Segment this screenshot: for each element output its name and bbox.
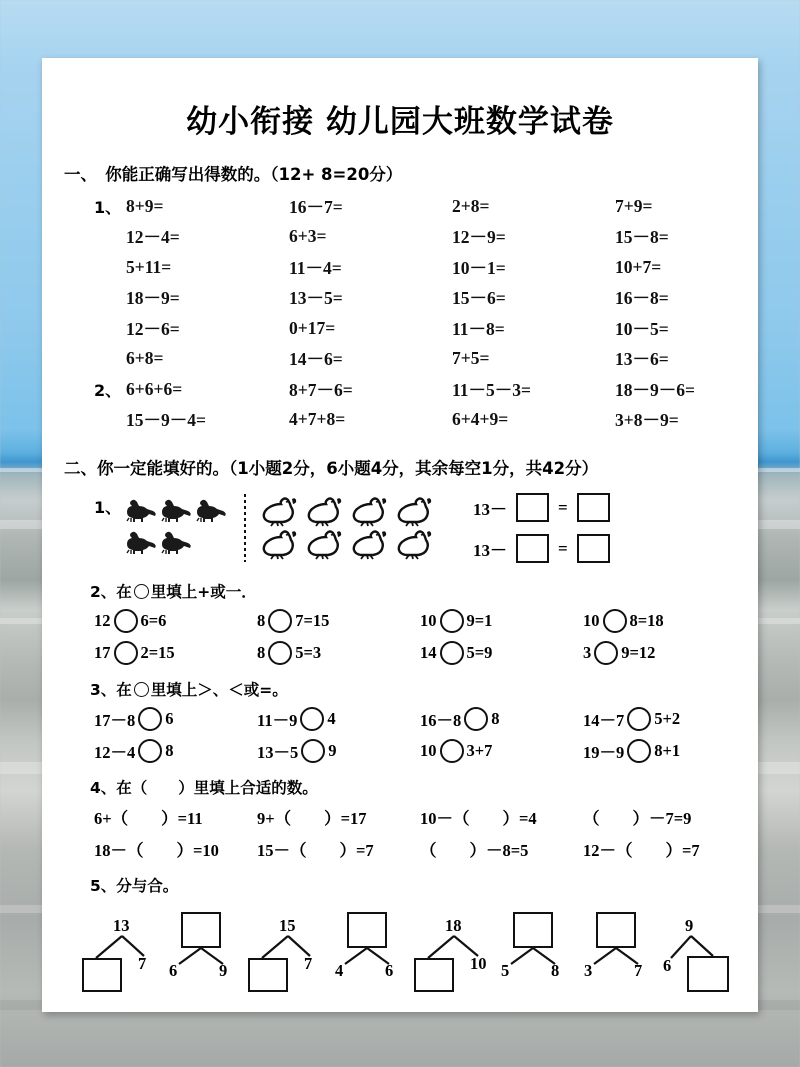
operand-left: 17－8 xyxy=(94,711,136,730)
bond-right-value: 7 xyxy=(138,954,147,973)
calc-item: 6+6+6= xyxy=(126,378,183,399)
paren-fill-row xyxy=(42,833,758,865)
operator-fill-item xyxy=(420,641,583,665)
operand-left: 8 xyxy=(257,611,266,630)
calc-row xyxy=(42,283,758,314)
worksheet-page xyxy=(42,58,758,1012)
calc-item: 5+11= xyxy=(126,256,172,277)
bond-top-value: 15 xyxy=(279,916,296,935)
operator-fill-item xyxy=(94,641,257,665)
calc-item: 10－5= xyxy=(615,318,669,339)
calc-row xyxy=(42,222,758,253)
section-2-question-1 xyxy=(42,485,758,571)
paren-fill-item[interactable]: 12－（ ）=7 xyxy=(583,841,700,860)
operator-fill-item xyxy=(583,609,746,633)
calc-item: 10+7= xyxy=(615,256,662,277)
question-label: 1、 xyxy=(94,498,122,517)
bond-left-value: 6 xyxy=(663,956,672,975)
bond-answer-box[interactable] xyxy=(181,912,221,948)
number-bond xyxy=(663,906,746,998)
number-bond xyxy=(331,906,414,998)
paren-fill-item[interactable]: 10－（ ）=4 xyxy=(420,809,537,828)
light-chicken-icon xyxy=(262,529,304,560)
bond-answer-box[interactable] xyxy=(347,912,387,948)
answer-box[interactable] xyxy=(577,493,610,522)
comparison-fill-row xyxy=(42,735,758,767)
operand-left: 16－8 xyxy=(420,711,462,730)
operand-left: 11－9 xyxy=(257,711,298,730)
operator-fill-item xyxy=(257,609,420,633)
number-bond xyxy=(580,906,663,998)
calc-row xyxy=(42,191,758,222)
calc-item: 11－8= xyxy=(452,318,505,339)
operand-right: 9=12 xyxy=(621,643,656,662)
bond-answer-box[interactable] xyxy=(513,912,553,948)
answer-box[interactable] xyxy=(516,534,549,563)
light-bird-row xyxy=(262,496,439,527)
operator-fill-row xyxy=(42,637,758,669)
calc-item: 12－4= xyxy=(126,227,180,248)
question-label-prefix: 3、在 xyxy=(90,681,132,699)
operand-left: 8 xyxy=(257,643,266,662)
comparison-circle[interactable] xyxy=(138,739,162,763)
operand-right: 5+2 xyxy=(654,709,681,728)
page-title: 幼小衔接 幼儿园大班数学试卷 xyxy=(186,104,614,140)
operand-right: 9 xyxy=(328,741,337,760)
calc-item: 12－9= xyxy=(452,227,506,248)
comparison-fill-item xyxy=(583,707,746,731)
calc-item: 12－6= xyxy=(126,318,180,339)
operand-left: 12－4 xyxy=(94,743,136,762)
picture-equation-row xyxy=(473,493,610,522)
calc-item: 7+5= xyxy=(452,348,490,369)
bond-right-value: 6 xyxy=(385,961,394,980)
calc-item: 18－9－6= xyxy=(615,379,695,400)
operator-fill-item xyxy=(94,609,257,633)
number-bond xyxy=(497,906,580,998)
section-2-question-2-label xyxy=(90,580,758,602)
paren-fill-row xyxy=(42,801,758,833)
section-1-calculations xyxy=(42,191,758,435)
light-chicken-icon xyxy=(397,529,439,560)
calc-row xyxy=(42,405,758,436)
picture-equation-row xyxy=(473,534,610,563)
section-2-question-4-label: 4、在（ ）里填上合适的数。 xyxy=(90,779,318,797)
calc-row xyxy=(42,252,758,283)
dark-chicken-icon xyxy=(161,497,193,527)
group-divider xyxy=(244,494,246,562)
bond-right-value: 10 xyxy=(470,954,487,973)
calc-row xyxy=(42,313,758,344)
dark-chicken-icon xyxy=(126,497,158,527)
comparison-circle[interactable] xyxy=(627,739,651,763)
operator-fill-item xyxy=(583,641,746,665)
operand-left: 10 xyxy=(583,611,600,630)
paren-fill-item[interactable]: 18－（ ）=10 xyxy=(94,841,219,860)
comparison-circle[interactable] xyxy=(440,739,464,763)
operand-right: 6 xyxy=(165,709,174,728)
operand-left: 19－9 xyxy=(583,743,625,762)
calc-item: 14－6= xyxy=(289,349,343,370)
operand-right: 8=18 xyxy=(629,611,664,630)
bond-top-value: 13 xyxy=(113,916,130,935)
calc-item: 15－8= xyxy=(615,227,669,248)
calc-item: 3+8－9= xyxy=(615,410,679,431)
comparison-fill-item xyxy=(257,707,420,731)
bond-left-value: 3 xyxy=(584,961,593,980)
section-2-question-5-label: 5、分与合。 xyxy=(90,877,179,895)
operand-left: 3 xyxy=(583,643,592,662)
equation-left: 13－ xyxy=(473,541,507,560)
picture-equations xyxy=(473,493,610,563)
number-bond xyxy=(248,906,331,998)
dark-chicken-icon xyxy=(196,497,228,527)
calc-item: 8+7－6= xyxy=(289,379,353,400)
light-bird-group xyxy=(262,496,439,560)
operator-circle[interactable] xyxy=(440,609,464,633)
operator-circle[interactable] xyxy=(594,641,618,665)
operand-right: 5=9 xyxy=(466,643,493,662)
section-1-heading: 一、 你能正确写出得数的。（12+ 8=20分） xyxy=(64,165,403,184)
section-2-heading: 二、你一定能填好的。（1小题2分，6小题4分，其余每空1分，共42分） xyxy=(64,459,599,478)
light-chicken-icon xyxy=(397,496,439,527)
light-chicken-icon xyxy=(352,529,394,560)
calc-item: 13－6= xyxy=(615,349,669,370)
operand-right: 9=1 xyxy=(466,611,493,630)
calc-item: 4+7+8= xyxy=(289,409,346,430)
light-bird-row xyxy=(262,529,439,560)
paren-fill-item[interactable]: 15－（ ）=7 xyxy=(257,841,374,860)
light-chicken-icon xyxy=(307,496,349,527)
number-bond-area xyxy=(42,902,758,998)
calc-item: 0+17= xyxy=(289,317,336,338)
calc-item: 16－7= xyxy=(289,196,343,217)
operand-left: 14 xyxy=(420,643,437,662)
comparison-circle[interactable] xyxy=(301,739,325,763)
calc-row xyxy=(42,344,758,375)
dark-chicken-icon xyxy=(161,529,193,559)
number-bond xyxy=(165,906,248,998)
bond-answer-box[interactable] xyxy=(414,958,454,992)
operator-circle[interactable] xyxy=(114,609,138,633)
operator-circle[interactable] xyxy=(440,641,464,665)
question-label-suffix: 里填上+或一． xyxy=(150,583,257,601)
question-label-suffix: 里填上＞、＜或=。 xyxy=(150,681,288,699)
calc-item: 10－1= xyxy=(452,257,506,278)
operand-right: 7=15 xyxy=(295,611,330,630)
group-label: 2、 xyxy=(94,380,122,400)
bond-top-value: 9 xyxy=(685,916,694,935)
comparison-circle[interactable] xyxy=(464,707,488,731)
operator-circle[interactable] xyxy=(603,609,627,633)
light-chicken-icon xyxy=(262,496,304,527)
comparison-fill-item xyxy=(583,739,746,763)
bond-answer-box[interactable] xyxy=(248,958,288,992)
calc-item: 11－4= xyxy=(289,257,342,278)
operand-right: 6=6 xyxy=(140,611,167,630)
dark-bird-group xyxy=(126,497,228,559)
bond-right-value: 9 xyxy=(219,961,228,980)
operand-right: 8 xyxy=(165,741,174,760)
comparison-fill-item xyxy=(94,707,257,731)
paren-fill-item[interactable]: 6+（ ）=11 xyxy=(94,809,203,828)
circle-icon xyxy=(134,682,149,697)
paren-fill-item[interactable]: （ ）－7=9 xyxy=(583,809,692,828)
bond-right-value: 7 xyxy=(634,961,643,980)
operand-right: 2=15 xyxy=(140,643,175,662)
dark-bird-row xyxy=(126,497,228,527)
operator-fill-item xyxy=(257,641,420,665)
calc-item: 2+8= xyxy=(452,195,490,216)
calc-item: 6+4+9= xyxy=(452,409,509,430)
bond-answer-box[interactable] xyxy=(596,912,636,948)
bond-left-value: 5 xyxy=(501,961,510,980)
light-chicken-icon xyxy=(352,496,394,527)
bond-top-value: 18 xyxy=(445,916,462,935)
group-label: 1、 xyxy=(94,197,122,217)
answer-box[interactable] xyxy=(516,493,549,522)
comparison-circle[interactable] xyxy=(627,707,651,731)
operand-right: 8 xyxy=(491,709,500,728)
operand-right: 8+1 xyxy=(654,741,681,760)
light-chicken-icon xyxy=(307,529,349,560)
question-label-prefix: 2、在 xyxy=(90,583,132,601)
operator-circle[interactable] xyxy=(268,609,292,633)
number-bond xyxy=(82,906,165,998)
circle-icon xyxy=(134,584,149,599)
calc-item: 8+9= xyxy=(126,195,164,216)
operand-left: 10 xyxy=(420,611,437,630)
comparison-circle[interactable] xyxy=(138,707,162,731)
comparison-circle[interactable] xyxy=(300,707,324,731)
comparison-fill-item xyxy=(420,707,583,731)
calc-item: 15－6= xyxy=(452,288,506,309)
operand-left: 12 xyxy=(94,611,111,630)
comparison-fill-item xyxy=(257,739,420,763)
operand-left: 14－7 xyxy=(583,711,625,730)
operator-circle[interactable] xyxy=(268,641,292,665)
calc-item: 11－5－3= xyxy=(452,379,532,400)
operator-circle[interactable] xyxy=(114,641,138,665)
paren-fill-item[interactable]: 9+（ ）=17 xyxy=(257,809,367,828)
bond-left-value: 6 xyxy=(169,961,178,980)
equals-sign: = xyxy=(558,497,568,517)
comparison-fill-row xyxy=(42,703,758,735)
operand-left: 13－5 xyxy=(257,743,299,762)
equals-sign: = xyxy=(558,538,568,558)
calc-item: 15－9－4= xyxy=(126,410,206,431)
operand-left: 10 xyxy=(420,741,437,760)
operator-fill-item xyxy=(420,609,583,633)
bond-right-value: 7 xyxy=(304,954,313,973)
bond-left-value: 4 xyxy=(335,961,344,980)
operand-left: 17 xyxy=(94,643,111,662)
comparison-fill-item xyxy=(420,739,583,763)
calc-item: 18－9= xyxy=(126,288,180,309)
operand-right: 5=3 xyxy=(295,643,322,662)
section-2-question-3-label xyxy=(90,678,758,700)
dark-chicken-icon xyxy=(126,529,158,559)
paren-fill-item[interactable]: （ ）－8=5 xyxy=(420,841,529,860)
calc-item: 6+8= xyxy=(126,348,164,369)
number-bond xyxy=(414,906,497,998)
calc-row xyxy=(42,374,758,405)
bond-right-value: 8 xyxy=(551,961,560,980)
answer-box[interactable] xyxy=(577,534,610,563)
bond-answer-box[interactable] xyxy=(687,956,729,992)
operator-fill-row xyxy=(42,605,758,637)
calc-item: 13－5= xyxy=(289,288,343,309)
bond-answer-box[interactable] xyxy=(82,958,122,992)
calc-item: 6+3= xyxy=(289,226,327,247)
calc-item: 7+9= xyxy=(615,195,653,216)
calc-item: 16－8= xyxy=(615,288,669,309)
operand-right: 3+7 xyxy=(466,741,493,760)
equation-left: 13－ xyxy=(473,500,507,519)
operand-right: 4 xyxy=(327,709,336,728)
comparison-fill-item xyxy=(94,739,257,763)
dark-bird-row xyxy=(126,529,228,559)
